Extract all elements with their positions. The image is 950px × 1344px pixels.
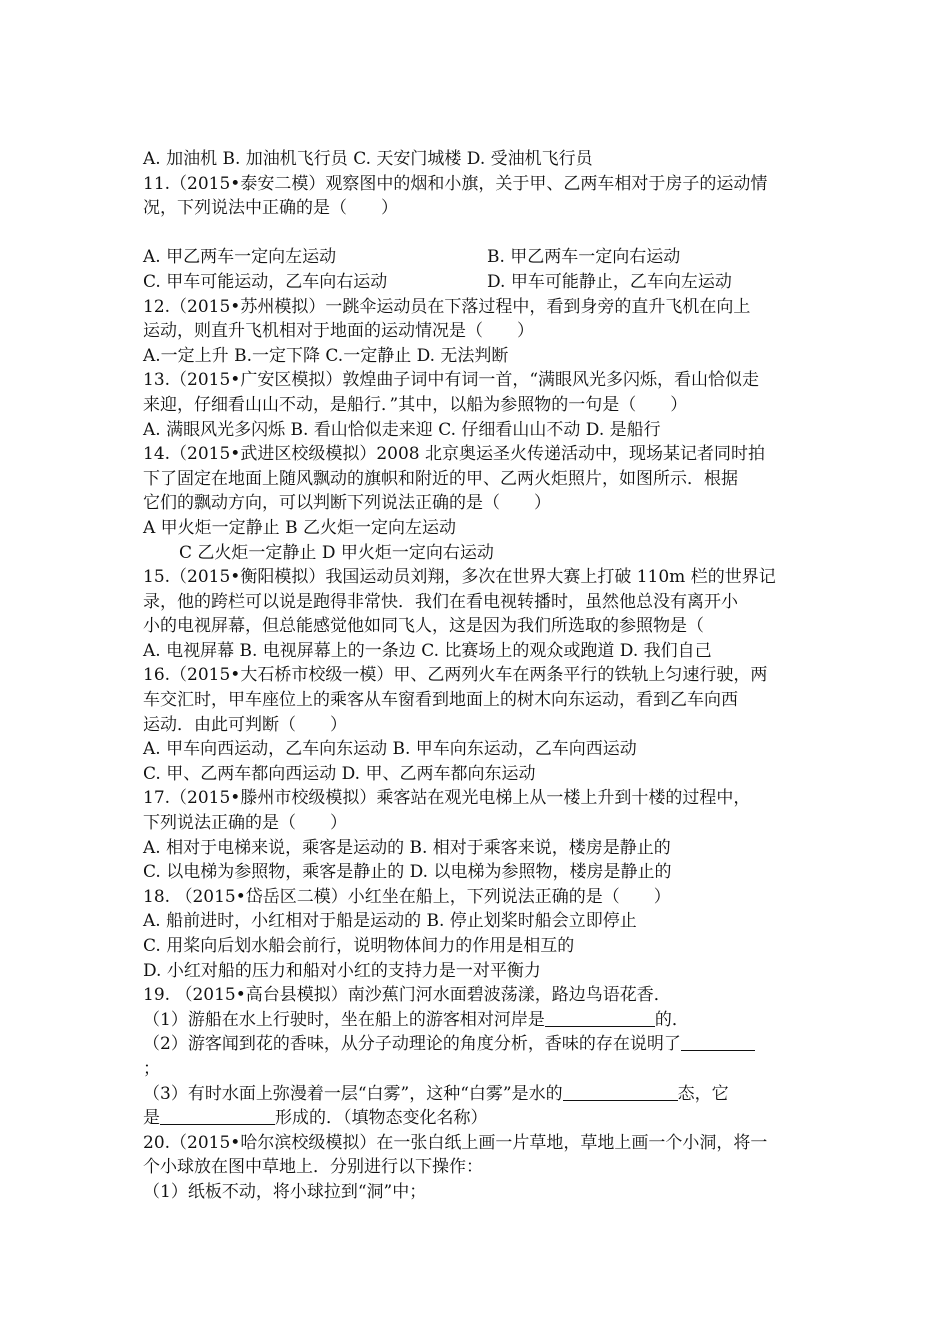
fill-text: （2）游客闻到花的香味，从分子动理论的角度分析，香味的存在说明了 bbox=[143, 1034, 681, 1055]
answer-blank[interactable] bbox=[563, 1084, 678, 1101]
text-line: 运动．由此可判断（ ） bbox=[143, 714, 347, 735]
fill-text: （1）游船在水上行驶时，坐在船上的游客相对河岸是 bbox=[143, 1009, 545, 1030]
fill-line bbox=[143, 1106, 813, 1131]
question-16: 16.（2015•大石桥市校级一模）甲、乙两列火车在两条平行的铁轨上匀速行驶，两 bbox=[143, 665, 768, 686]
text-line: 小的电视屏幕，但总能感觉他如同飞人，这是因为我们所选取的参照物是（ bbox=[143, 616, 704, 637]
answer-blank[interactable] bbox=[681, 1034, 755, 1051]
option-b: B. 甲乙两车一定向右运动 bbox=[487, 247, 681, 268]
options-line: A.一定上升 B.一定下降 C.一定静止 D. 无法判断 bbox=[143, 345, 509, 366]
options-line: A. 船前进时，小红相对于船是运动的 B. 停止划桨时船会立即停止 bbox=[143, 911, 637, 932]
question-15: 15.（2015•衡阳模拟）我国运动员刘翔，多次在世界大赛上打破 110m 栏的世界记 bbox=[143, 567, 776, 588]
fill-line bbox=[143, 1032, 813, 1057]
text-line: ； bbox=[143, 1058, 160, 1079]
options-line: A. 满眼风光多闪烁 B. 看山恰似走来迎 C. 仔细看山山不动 D. 是船行 bbox=[143, 419, 661, 440]
question-14: 14.（2015•武进区校级模拟）2008 北京奥运圣火传递活动中，现场某记者同时拍 bbox=[143, 444, 765, 465]
text-line: 它们的飘动方向，可以判断下列说法正确的是（ ） bbox=[143, 493, 551, 514]
text-line: （1）纸板不动，将小球拉到“洞”中； bbox=[143, 1181, 427, 1202]
question-11: 11.（2015•泰安二模）观察图中的烟和小旗，关于甲、乙两车相对于房子的运动情 bbox=[143, 173, 768, 194]
fill-text: 形成的．（填物态变化名称） bbox=[275, 1108, 488, 1129]
text-line: 下了固定在地面上随风飘动的旗帜和附近的甲、乙两火炬照片，如图所示．根据 bbox=[143, 468, 738, 489]
text-line: 来迎，仔细看山山不动，是船行．”其中，以船为参照物的一句是（ ） bbox=[143, 394, 688, 415]
fill-text: 的． bbox=[654, 1009, 689, 1030]
question-18: 18. （2015•岱岳区二模）小红坐在船上，下列说法正确的是（ ） bbox=[143, 886, 671, 907]
options-line: D. 小红对船的压力和船对小红的支持力是一对平衡力 bbox=[143, 960, 541, 981]
question-13: 13.（2015•广安区模拟）敦煌曲子词中有词一首，“满眼风光多闪烁，看山恰似走 bbox=[143, 370, 760, 391]
question-12: 12.（2015•苏州模拟）一跳伞运动员在下落过程中，看到身旁的直升飞机在向上 bbox=[143, 296, 751, 317]
question-20: 20.（2015•哈尔滨校级模拟）在一张白纸上画一片草地，草地上画一个小洞，将一 bbox=[143, 1132, 768, 1153]
fill-text: 是 bbox=[143, 1108, 160, 1129]
options-row bbox=[143, 245, 813, 270]
answer-blank[interactable] bbox=[160, 1108, 275, 1125]
options-line: A. 相对于电梯来说，乘客是运动的 B. 相对于乘客来说，楼房是静止的 bbox=[143, 837, 671, 858]
fill-text: （3）有时水面上弥漫着一层“白雾”，这种“白雾”是水的 bbox=[143, 1083, 563, 1104]
text-line: 况，下列说法中正确的是（ ） bbox=[143, 198, 398, 219]
option-c: C. 甲车可能运动，乙车向右运动 bbox=[143, 271, 388, 292]
figure-gap bbox=[143, 221, 813, 246]
text-line: 车交汇时，甲车座位上的乘客从车窗看到地面上的树木向东运动，看到乙车向西 bbox=[143, 690, 738, 711]
options-line: A. 甲车向西运动，乙车向东运动 B. 甲车向东运动，乙车向西运动 bbox=[143, 739, 637, 760]
options-row bbox=[143, 270, 813, 295]
fill-text: 态，它 bbox=[677, 1083, 729, 1104]
fill-line bbox=[143, 1082, 813, 1107]
text-line: 运动，则直升飞机相对于地面的运动情况是（ ） bbox=[143, 321, 534, 342]
options-line: A 甲火炬一定静止 B 乙火炬一定向左运动 bbox=[143, 517, 456, 538]
question-17: 17.（2015•滕州市校级模拟）乘客站在观光电梯上从一楼上升到十楼的过程中， bbox=[143, 788, 751, 809]
text-line: A. 加油机 B. 加油机飞行员 C. 天安门城楼 D. 受油机飞行员 bbox=[143, 149, 593, 169]
options-line: A. 电视屏幕 B. 电视屏幕上的一条边 C. 比赛场上的观众或跑道 D. 我们自己 bbox=[143, 640, 712, 661]
options-line: C 乙火炬一定静止 D 甲火炬一定向右运动 bbox=[179, 542, 494, 563]
question-text bbox=[143, 147, 813, 1205]
options-line: C. 以电梯为参照物，乘客是静止的 D. 以电梯为参照物，楼房是静止的 bbox=[143, 862, 672, 883]
fill-line bbox=[143, 1008, 813, 1033]
option-d: D. 甲车可能静止，乙车向左运动 bbox=[487, 271, 732, 292]
options-line: C. 用桨向后划水船会前行，说明物体间力的作用是相互的 bbox=[143, 936, 575, 956]
answer-blank[interactable] bbox=[545, 1010, 655, 1027]
question-19: 19. （2015•高台县模拟）南沙蕉门河水面碧波荡漾，路边鸟语花香． bbox=[143, 985, 671, 1006]
option-a: A. 甲乙两车一定向左运动 bbox=[143, 247, 337, 268]
text-line: 录，他的跨栏可以说是跑得非常快．我们在看电视转播时，虽然他总没有离开小 bbox=[143, 591, 738, 612]
text-line: 下列说法正确的是（ ） bbox=[143, 813, 347, 834]
text-line: 个小球放在图中草地上．分别进行以下操作： bbox=[143, 1157, 483, 1178]
options-line: C. 甲、乙两车都向西运动 D. 甲、乙两车都向东运动 bbox=[143, 763, 536, 784]
